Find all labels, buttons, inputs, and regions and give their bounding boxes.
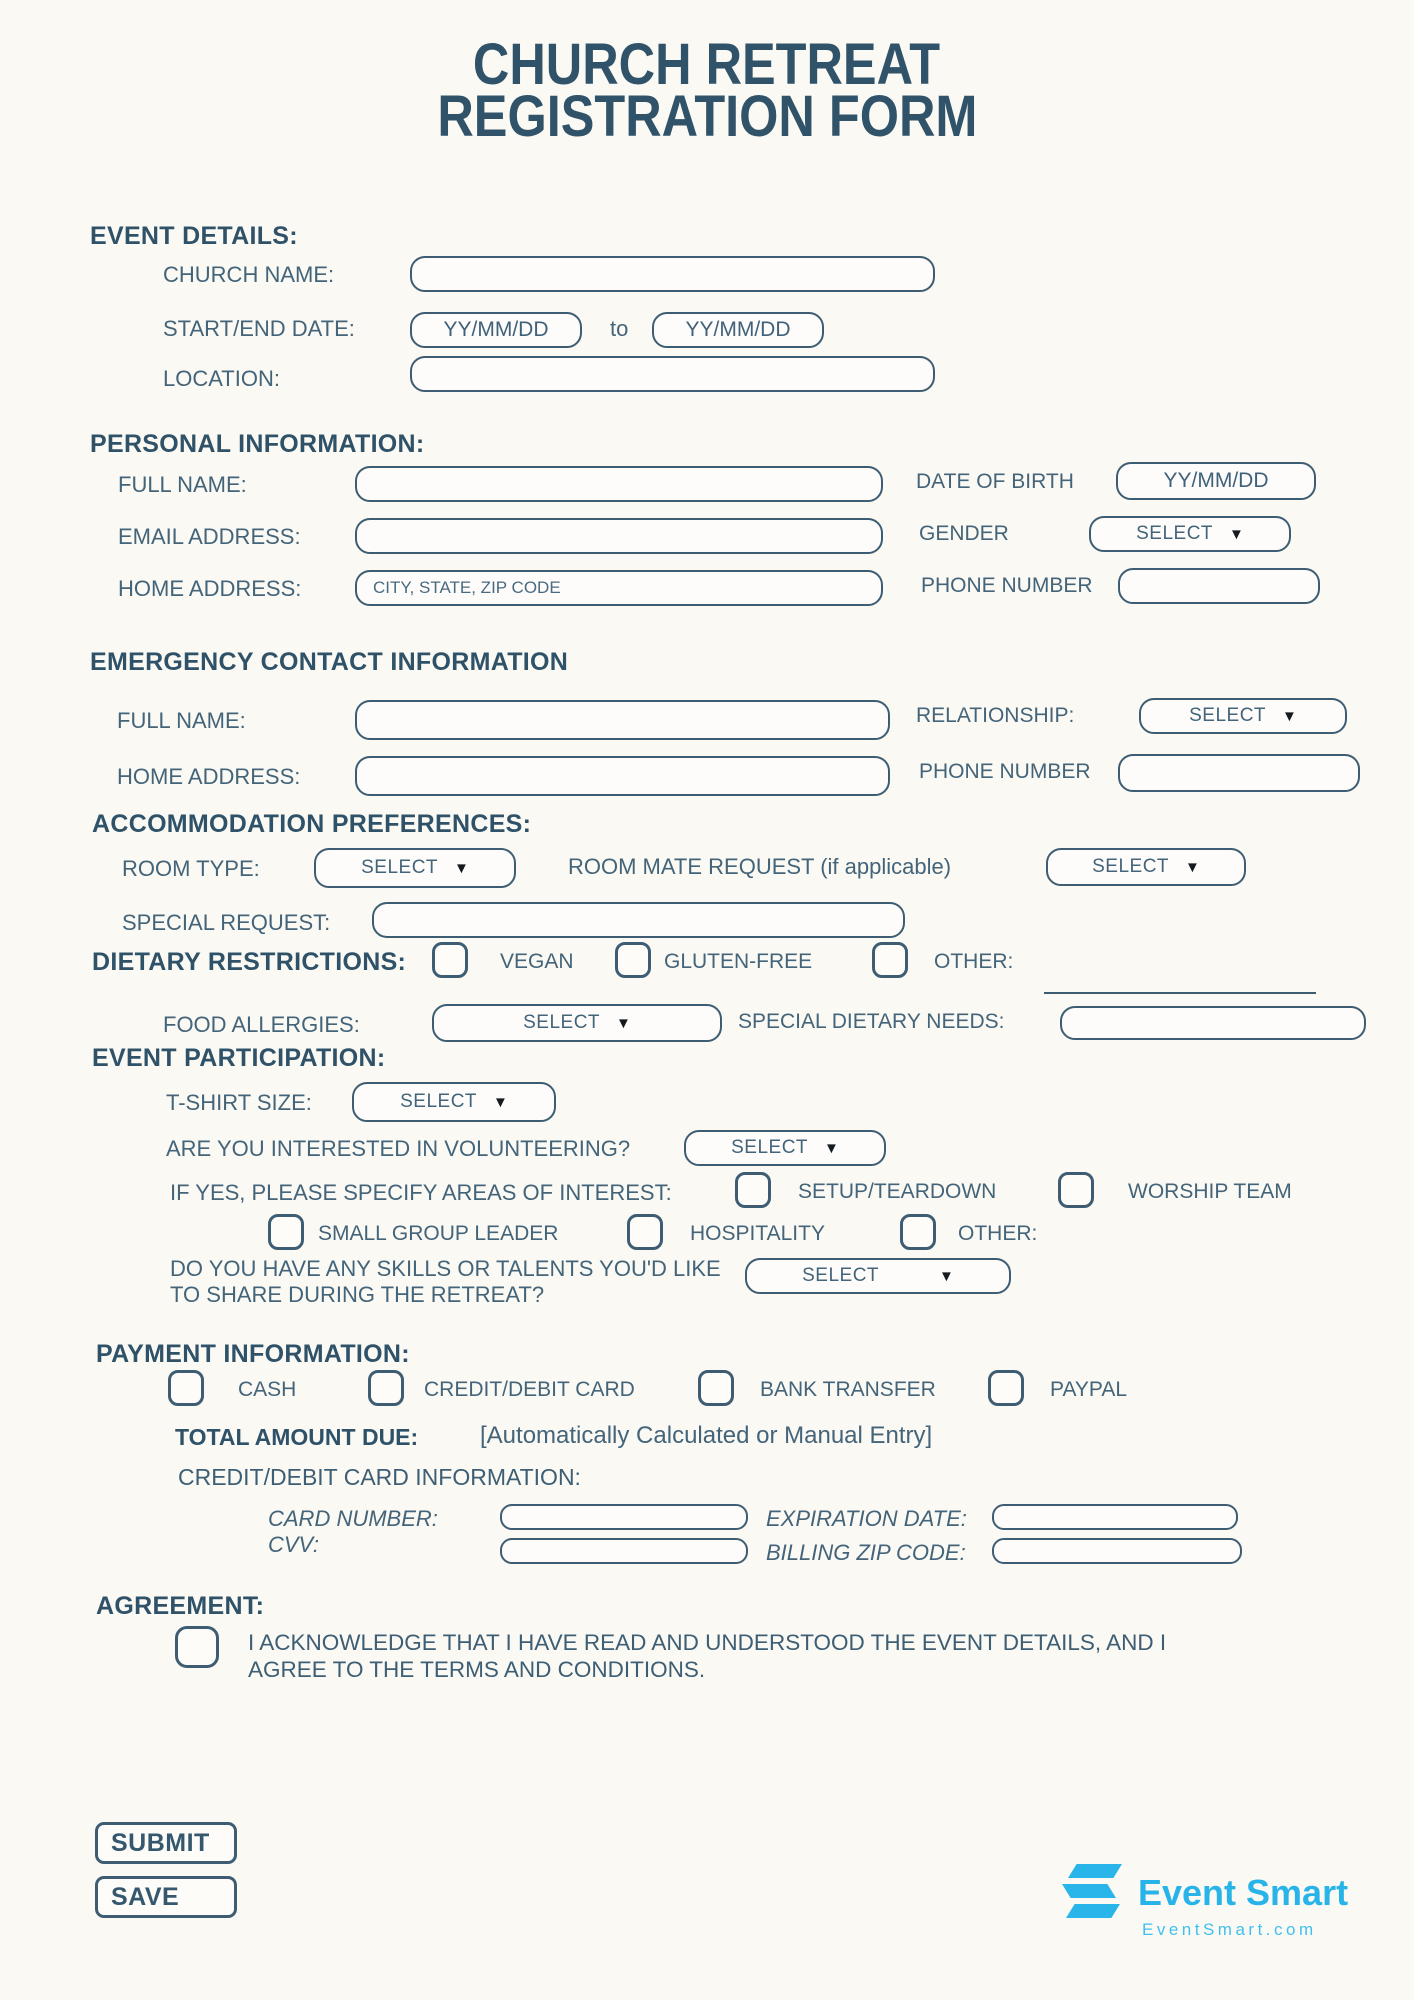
room-mate-label: ROOM MATE REQUEST (if applicable) [568, 854, 952, 879]
emergency-phone-label: PHONE NUMBER [919, 760, 1091, 783]
cash-label: CASH [238, 1378, 297, 1401]
billing-zip-input[interactable] [992, 1538, 1242, 1564]
cc-info-label: CREDIT/DEBIT CARD INFORMATION: [178, 1464, 581, 1490]
gender-label: GENDER [919, 522, 1009, 545]
special-dietary-needs-input[interactable] [1060, 1006, 1366, 1040]
relationship-label: RELATIONSHIP: [916, 704, 1075, 727]
emergency-full-name-label: FULL NAME: [117, 708, 246, 733]
church-name-input[interactable] [410, 256, 935, 292]
areas-of-interest-label: IF YES, PLEASE SPECIFY AREAS OF INTEREST: [170, 1180, 672, 1205]
volunteering-label: ARE YOU INTERESTED IN VOLUNTEERING? [166, 1136, 631, 1161]
participation-other-checkbox[interactable] [900, 1214, 936, 1250]
worship-team-label: WORSHIP TEAM [1128, 1180, 1292, 1203]
email-input[interactable] [355, 518, 883, 554]
brand-domain: EventSmart.com [1142, 1920, 1317, 1939]
cvv-input[interactable] [500, 1538, 748, 1564]
church-name-label: CHURCH NAME: [163, 262, 335, 287]
tshirt-size-label: T-SHIRT SIZE: [166, 1090, 312, 1115]
bank-transfer-label: BANK TRANSFER [760, 1378, 936, 1401]
cash-checkbox[interactable] [168, 1370, 204, 1406]
skills-question-line1: DO YOU HAVE ANY SKILLS OR TALENTS YOU'D LIKE [170, 1256, 721, 1281]
event-details-heading: EVENT DETAILS: [90, 222, 298, 250]
date-to-label: to [610, 316, 629, 341]
emergency-phone-input[interactable] [1118, 754, 1360, 792]
food-allergies-label: FOOD ALLERGIES: [163, 1012, 360, 1037]
participation-other-label: OTHER: [958, 1222, 1038, 1245]
paypal-label: PAYPAL [1050, 1378, 1128, 1401]
dietary-other-checkbox[interactable] [872, 942, 908, 978]
phone-number-label: PHONE NUMBER [921, 574, 1093, 597]
hospitality-label: HOSPITALITY [690, 1222, 825, 1245]
small-group-leader-checkbox[interactable] [268, 1214, 304, 1250]
gluten-free-checkbox[interactable] [615, 942, 651, 978]
participation-heading: EVENT PARTICIPATION: [92, 1044, 386, 1072]
dob-input[interactable]: YY/MM/DD [1116, 462, 1316, 500]
special-request-label: SPECIAL REQUEST: [122, 910, 331, 935]
location-input[interactable] [410, 356, 935, 392]
gender-select[interactable]: SELECT ▼ [1089, 516, 1291, 552]
start-end-date-label: START/END DATE: [163, 316, 355, 341]
dropdown-arrow-icon: ▼ [1282, 707, 1297, 725]
emergency-heading: EMERGENCY CONTACT INFORMATION [90, 648, 569, 676]
food-allergies-select[interactable]: SELECT ▼ [432, 1004, 722, 1042]
brand-name: Event Smart [1138, 1872, 1349, 1913]
paypal-checkbox[interactable] [988, 1370, 1024, 1406]
page-title-line2: REGISTRATION FORM [436, 84, 978, 149]
vegan-label: VEGAN [500, 950, 574, 973]
event-smart-logo-icon [1062, 1864, 1122, 1920]
card-number-input[interactable] [500, 1504, 748, 1530]
full-name-label: FULL NAME: [118, 472, 247, 497]
dietary-other-input-line[interactable] [1044, 970, 1316, 994]
room-mate-select[interactable]: SELECT ▼ [1046, 848, 1246, 886]
agreement-checkbox[interactable] [175, 1626, 219, 1668]
gluten-free-label: GLUTEN-FREE [664, 950, 813, 973]
dropdown-arrow-icon: ▼ [454, 859, 469, 877]
phone-number-input[interactable] [1118, 568, 1320, 604]
payment-heading: PAYMENT INFORMATION: [96, 1340, 410, 1368]
worship-team-checkbox[interactable] [1058, 1172, 1094, 1208]
emergency-home-address-input[interactable] [355, 756, 890, 796]
total-amount-value[interactable]: [Automatically Calculated or Manual Entry] [480, 1422, 933, 1449]
skills-question-line2: TO SHARE DURING THE RETREAT? [170, 1282, 545, 1307]
start-date-input[interactable]: YY/MM/DD [410, 312, 582, 348]
volunteering-select[interactable]: SELECT ▼ [684, 1130, 886, 1166]
credit-debit-checkbox[interactable] [368, 1370, 404, 1406]
full-name-input[interactable] [355, 466, 883, 502]
special-dietary-needs-label: SPECIAL DIETARY NEEDS: [738, 1010, 1005, 1033]
agreement-text-line2: AGREE TO THE TERMS AND CONDITIONS. [248, 1657, 706, 1682]
billing-zip-label: BILLING ZIP CODE: [766, 1540, 966, 1565]
expiration-date-input[interactable] [992, 1504, 1238, 1530]
emergency-home-address-label: HOME ADDRESS: [117, 764, 301, 789]
special-request-input[interactable] [372, 902, 905, 938]
submit-button[interactable]: SUBMIT [95, 1822, 237, 1864]
save-button[interactable]: SAVE [95, 1876, 237, 1918]
dob-label: DATE OF BIRTH [916, 470, 1074, 493]
credit-debit-label: CREDIT/DEBIT CARD [424, 1378, 635, 1401]
accommodation-heading: ACCOMMODATION PREFERENCES: [92, 810, 532, 838]
location-label: LOCATION: [163, 366, 280, 391]
setup-teardown-label: SETUP/TEARDOWN [798, 1180, 997, 1203]
email-label: EMAIL ADDRESS: [118, 524, 301, 549]
dietary-heading: DIETARY RESTRICTIONS: [92, 948, 407, 976]
emergency-full-name-input[interactable] [355, 700, 890, 740]
home-address-label: HOME ADDRESS: [118, 576, 302, 601]
small-group-leader-label: SMALL GROUP LEADER [318, 1222, 559, 1245]
hospitality-checkbox[interactable] [627, 1214, 663, 1250]
dropdown-arrow-icon: ▼ [1229, 525, 1244, 543]
tshirt-size-select[interactable]: SELECT ▼ [352, 1082, 556, 1122]
setup-teardown-checkbox[interactable] [735, 1172, 771, 1208]
page-title-line1: CHURCH RETREAT [473, 32, 941, 97]
dropdown-arrow-icon: ▼ [1185, 858, 1200, 876]
home-address-input[interactable]: CITY, STATE, ZIP CODE [355, 570, 883, 606]
vegan-checkbox[interactable] [432, 942, 468, 978]
cvv-label: CVV: [268, 1532, 319, 1557]
dietary-other-label: OTHER: [934, 950, 1014, 973]
agreement-text-line1: I ACKNOWLEDGE THAT I HAVE READ AND UNDERSTOOD THE EVENT DETAILS, AND I [248, 1630, 1167, 1655]
room-type-label: ROOM TYPE: [122, 856, 260, 881]
bank-transfer-checkbox[interactable] [698, 1370, 734, 1406]
dropdown-arrow-icon: ▼ [616, 1014, 631, 1032]
dropdown-arrow-icon: ▼ [824, 1139, 839, 1157]
dropdown-arrow-icon: ▼ [939, 1267, 954, 1285]
agreement-heading: AGREEMENT: [96, 1592, 265, 1620]
expiration-date-label: EXPIRATION DATE: [766, 1506, 967, 1531]
personal-info-heading: PERSONAL INFORMATION: [90, 430, 425, 458]
total-amount-label: TOTAL AMOUNT DUE: [175, 1424, 419, 1450]
skills-select[interactable]: SELECT ▼ [745, 1258, 1011, 1294]
card-number-label: CARD NUMBER: [268, 1506, 438, 1531]
end-date-input[interactable]: YY/MM/DD [652, 312, 824, 348]
dropdown-arrow-icon: ▼ [493, 1093, 508, 1111]
relationship-select[interactable]: SELECT ▼ [1139, 698, 1347, 734]
room-type-select[interactable]: SELECT ▼ [314, 848, 516, 888]
